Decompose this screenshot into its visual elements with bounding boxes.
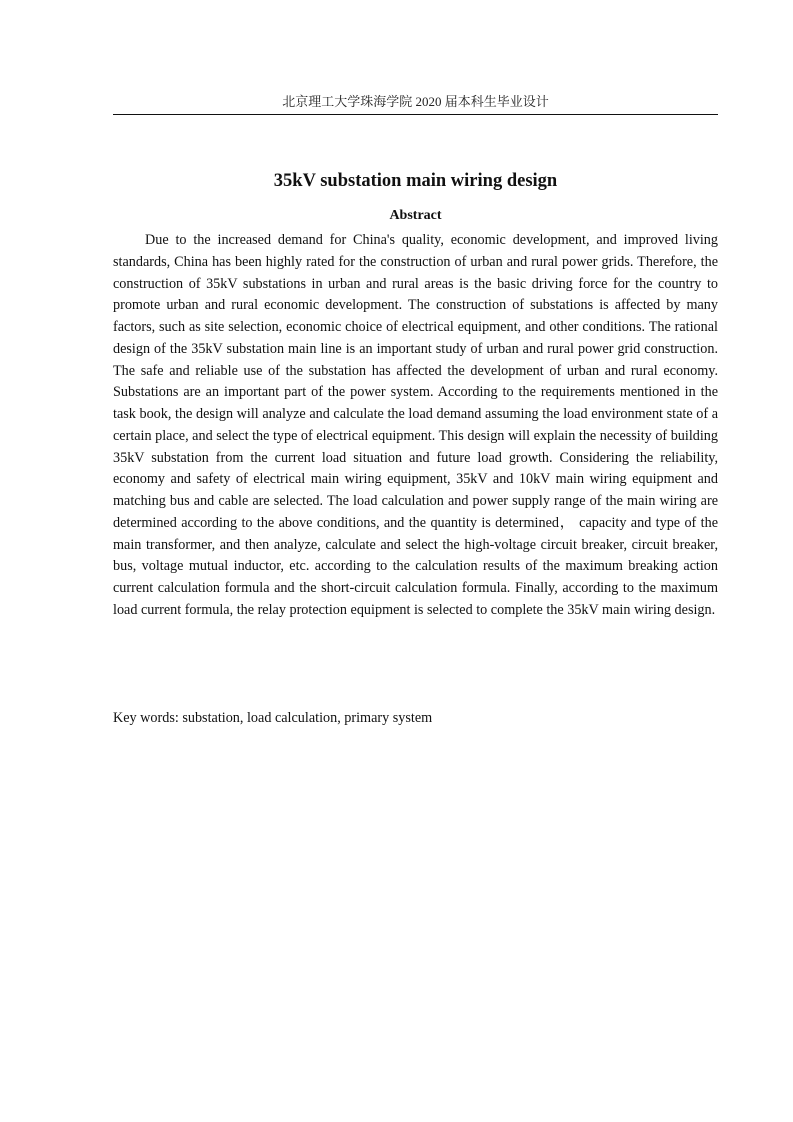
running-header: 北京理工大学珠海学院 2020 届本科生毕业设计 bbox=[282, 94, 549, 109]
keywords-line: Key words: substation, load calculation, primary system bbox=[113, 710, 433, 726]
abstract-paragraph: Due to the increased demand for China's quality, economic development, and improved living standards, China has been highly rated for the construction of urban and rural power grids. Therefore, the construction of 35kV substations in urban and rural areas is the basic driving force for the country to promote urban and rural economic development. The construction of substations is affected by many factors, such as site selection, economic choice of electrical equipment, and other conditions. The rational design of the 35kV substation main line is an important study of urban and rural power grid construction. The safe and reliable use of the substation has affected the development of urban and rural economy. Substations are an important part of the power system. According to the requirements mentioned in the task book, the design will analyze and calculate the load demand assuming the load environment state of a certain place, and select the type of electrical equipment. This design will explain the necessity of building 35kV substation from the current load situation and future load growth. Considering the reliability, economy and safety of electrical main wiring equipment, 35kV and 10kV main wiring equipment and matching bus and cable are selected. The load calculation and power supply range of the main wiring are determined according to the above conditions, and the quantity is determined， capacity and type of the main transformer, and then analyze, calculate and select the high-voltage circuit breaker, circuit breaker, bus, voltage mutual inductor, etc. according to the calculation results of the maximum breaking action current calculation formula and the short-circuit calculation formula. Finally, according to the maximum load current formula, the relay protection equipment is selected to complete the 35kV main wiring design. bbox=[113, 232, 718, 618]
paper-title: 35kV substation main wiring design bbox=[273, 171, 558, 191]
header-rule bbox=[113, 114, 718, 115]
abstract-heading: Abstract bbox=[389, 208, 442, 223]
